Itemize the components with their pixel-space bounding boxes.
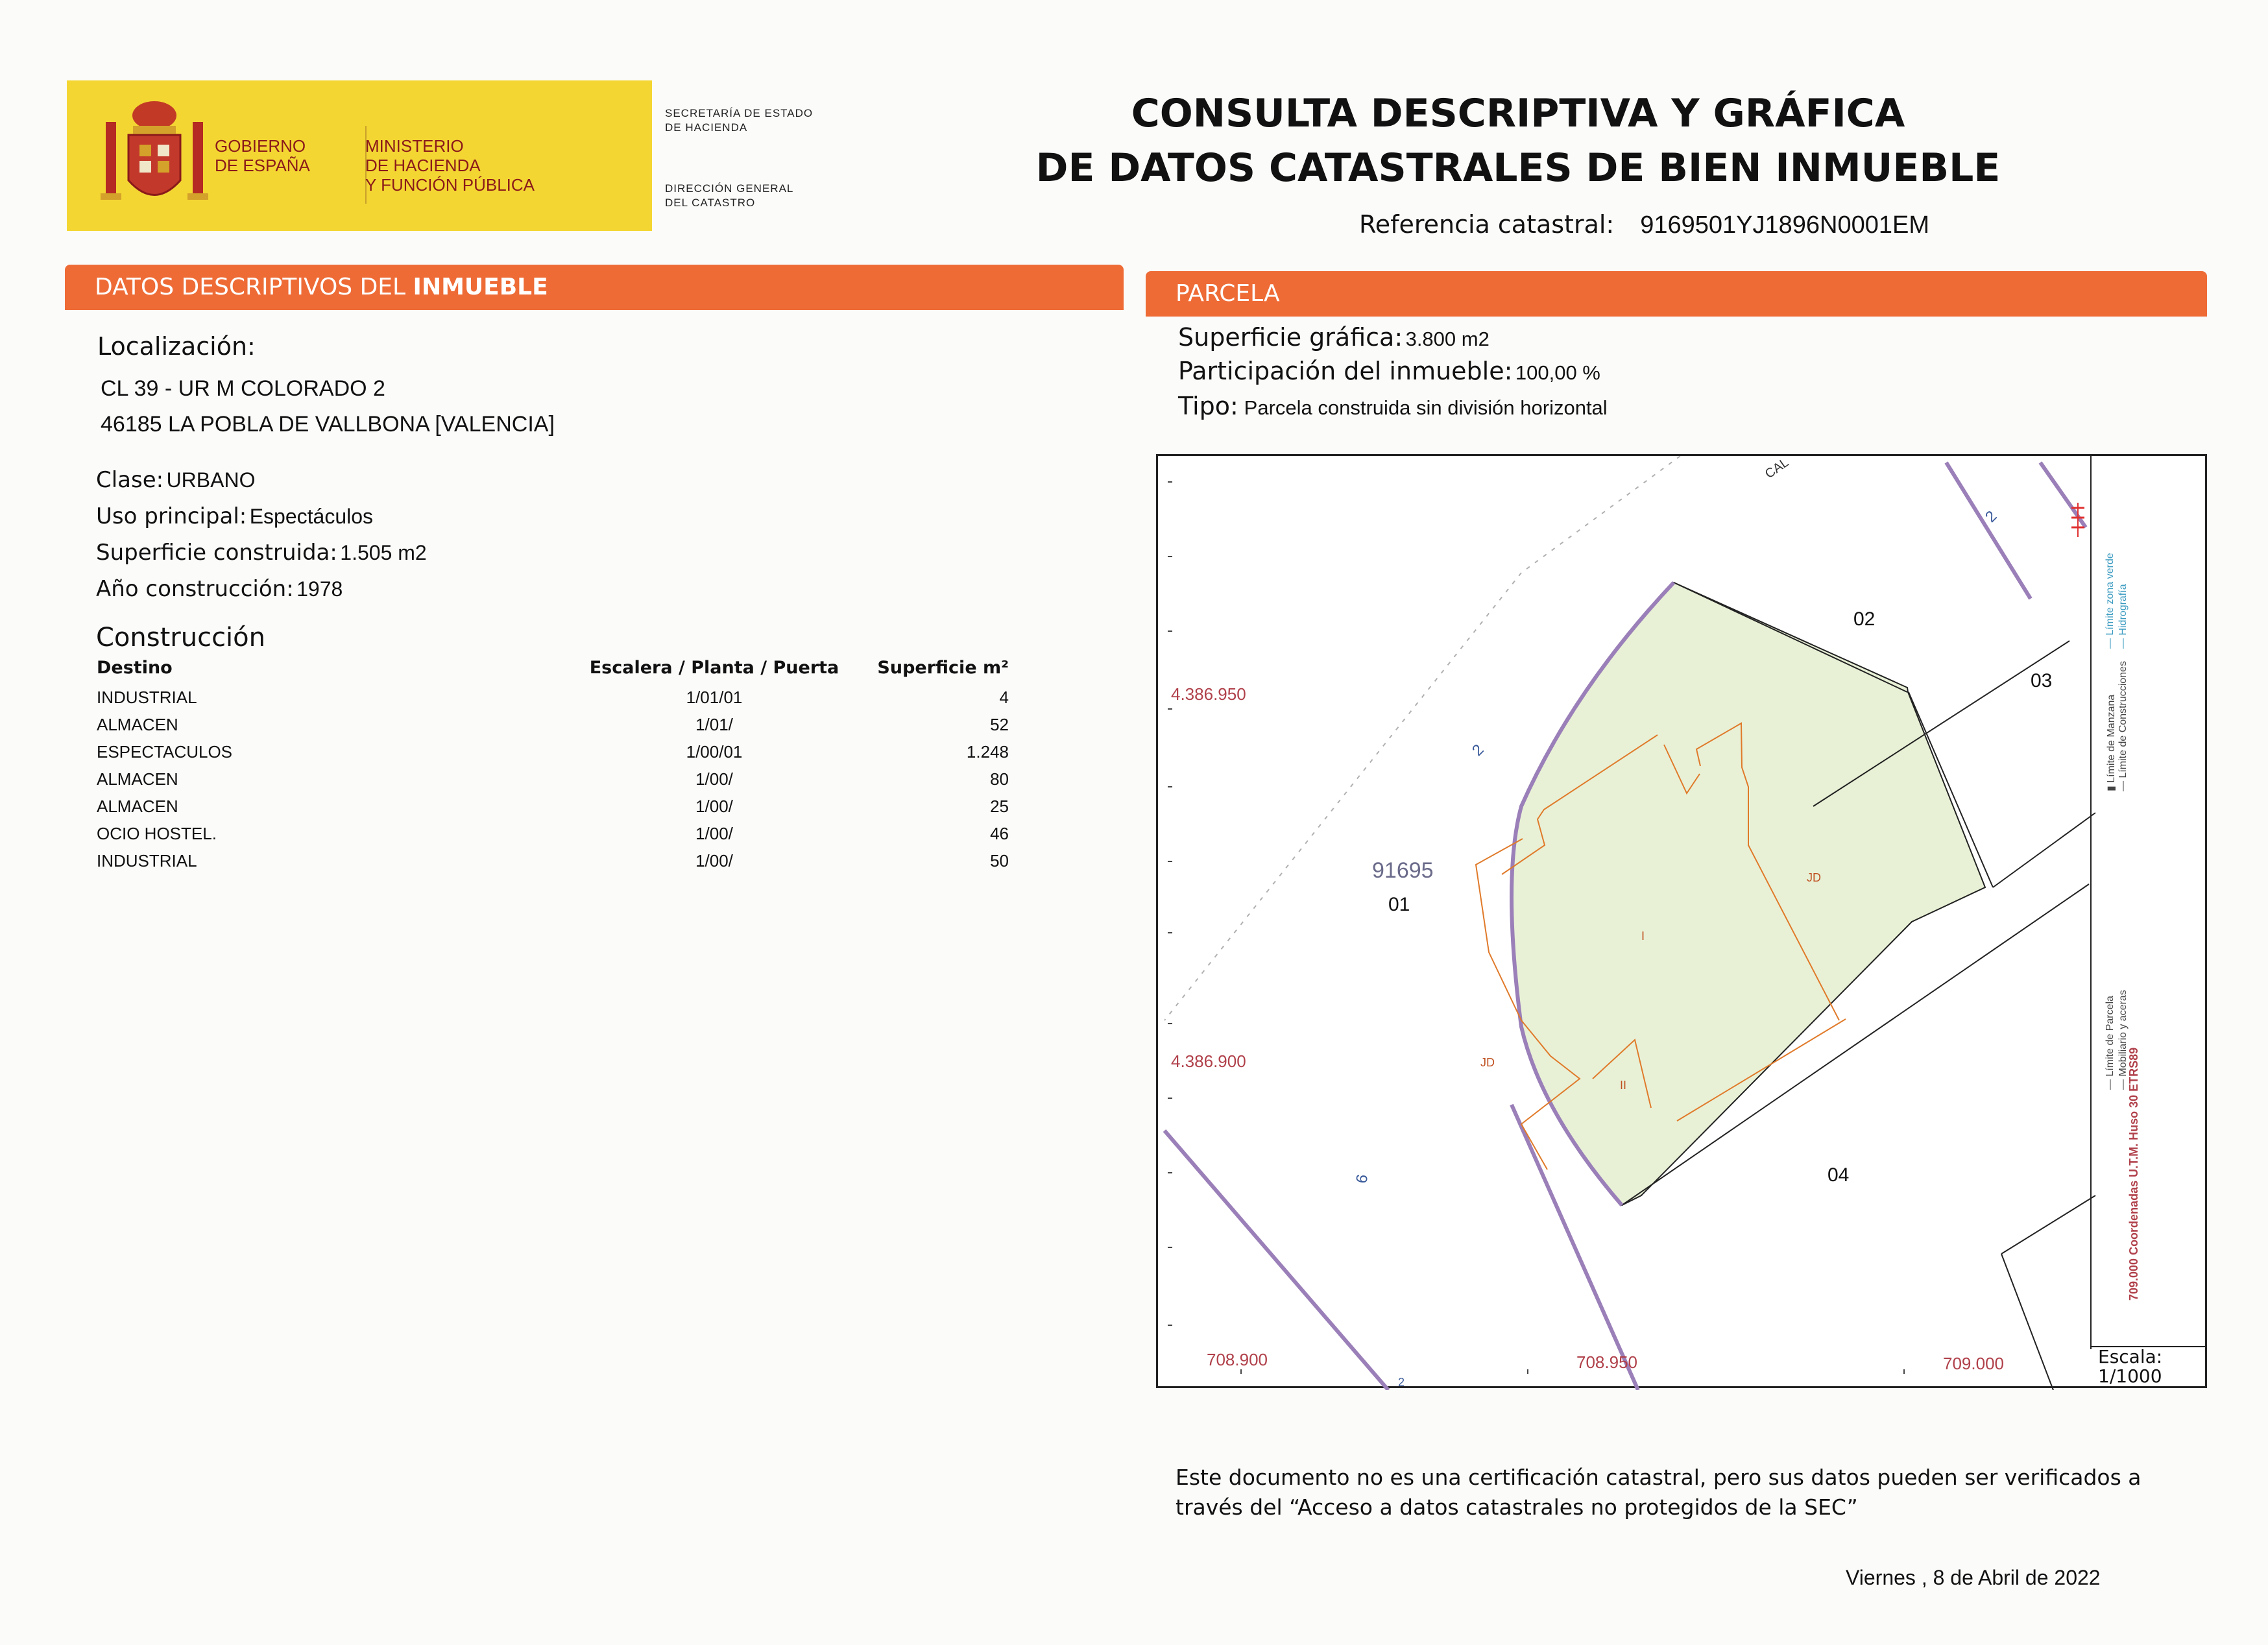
address-line-1: CL 39 - UR M COLORADO 2 <box>101 376 385 401</box>
class-row <box>96 467 255 493</box>
block-id: 91695 <box>1372 858 1434 883</box>
cadastral-reference-label: Referencia catastral: <box>1359 210 1615 239</box>
table-row <box>94 738 1054 765</box>
construction-table <box>94 656 1054 874</box>
ministry-line-1: MINISTERIO <box>365 136 464 156</box>
cell-destino: ALMACEN <box>97 769 178 789</box>
main-use-row <box>96 503 373 529</box>
parcel-01-area <box>1512 582 1985 1205</box>
document-title-line-1: CONSULTA DESCRIPTIVA Y GRÁFICA <box>1131 91 1905 136</box>
legend-line-construcciones: — Límite de Construcciones <box>2117 661 2129 791</box>
street-number: 2 <box>1469 741 1488 760</box>
cadastral-reference-value: 9169501YJ1896N0001EM <box>1640 211 1930 239</box>
street-name-top: CAL <box>1762 455 1792 482</box>
parcel-label-02: 02 <box>1853 608 1876 630</box>
class-value: URBANO <box>166 468 256 492</box>
secretaria-label <box>665 106 813 135</box>
legend-text: Límite de Construcciones <box>2117 661 2129 778</box>
coordinate-system-note: 709.000 Coordenadas U.T.M. Huso 30 ETRS89 <box>2127 1047 2140 1301</box>
inner-label-jd-left: JD <box>1480 1056 1495 1069</box>
coord-x-right: 709.000 <box>1943 1354 2004 1373</box>
class-label: Clase: <box>96 467 164 493</box>
cell-destino: ALMACEN <box>97 796 178 816</box>
graphic-area-row <box>1178 323 1490 352</box>
parcel-label-03: 03 <box>2031 670 2053 691</box>
built-area-row <box>96 540 427 566</box>
document-title-line-2: DE DATOS CATASTRALES DE BIEN INMUEBLE <box>1035 145 2001 191</box>
coord-x-mid: 708.950 <box>1576 1352 1637 1372</box>
scale-value: 1/1000 <box>2098 1365 2162 1387</box>
type-row <box>1178 392 1608 420</box>
table-row <box>94 793 1054 820</box>
legend-text: Límite de Manzana <box>2106 694 2117 783</box>
map-legend <box>2090 454 2208 1349</box>
cell-escalera: 1/01/ <box>695 714 733 734</box>
coord-y-top: 4.386.950 <box>1171 684 1246 704</box>
street-number: 2 <box>1982 507 2001 526</box>
col-superficie: Superficie m² <box>877 657 1009 678</box>
gov-line-2: DE ESPAÑA <box>215 156 310 175</box>
coord-x-left: 708.900 <box>1207 1350 1268 1369</box>
cell-superficie: 50 <box>990 850 1009 871</box>
legend-line-hidrografia: — Hidrografía <box>2117 584 2129 649</box>
location-label: Localización: <box>97 332 256 361</box>
col-destino: Destino <box>97 657 173 678</box>
construction-year-row <box>96 576 343 602</box>
built-area-value: 1.505 m2 <box>340 541 427 564</box>
legend-text: Límite zona verde <box>2105 553 2116 636</box>
inner-label-jd-right: JD <box>1807 871 1821 884</box>
section-bar-parcela: PARCELA <box>1146 271 2207 317</box>
participation-row <box>1178 357 1600 385</box>
street-number: 2 <box>1398 1376 1405 1389</box>
gov-line-1: GOBIERNO <box>215 136 306 156</box>
map-canvas <box>1158 456 2209 1390</box>
cell-superficie: 1.248 <box>966 741 1009 762</box>
legend-text: Hidrografía <box>2117 584 2129 636</box>
street-number: 9 <box>1351 1173 1371 1185</box>
section-bar-descriptive-bold: INMUEBLE <box>413 274 548 300</box>
cell-destino: INDUSTRIAL <box>97 850 197 871</box>
table-row <box>94 820 1054 847</box>
graphic-area-value: 3.800 m2 <box>1405 328 1490 350</box>
ministry-line-3: Y FUNCIÓN PÚBLICA <box>365 175 535 195</box>
main-use-value: Espectáculos <box>249 505 374 528</box>
government-name <box>215 136 310 175</box>
government-logo-block <box>67 80 652 231</box>
scale-box <box>2092 1346 2207 1388</box>
construction-year-label: Año construcción: <box>96 576 294 602</box>
table-row <box>94 711 1054 738</box>
table-header-row <box>94 656 1054 684</box>
cell-destino: ALMACEN <box>97 714 178 734</box>
direccion-label <box>665 182 793 210</box>
legend-line-zona-verde: — Límite zona verde <box>2105 553 2116 649</box>
cell-superficie: 4 <box>999 687 1009 707</box>
parcel-label-04: 04 <box>1828 1164 1850 1186</box>
built-area-label: Superficie construida: <box>96 540 337 566</box>
section-bar-descriptive-prefix: DATOS DESCRIPTIVOS DEL <box>95 274 413 300</box>
legend-line-manzana: ▮ Límite de Manzana <box>2106 694 2117 791</box>
cell-superficie: 25 <box>990 796 1009 816</box>
cell-escalera: 1/00/ <box>695 769 733 789</box>
participation-label: Participación del inmueble: <box>1178 357 1513 385</box>
parcel-label-01: 01 <box>1388 894 1410 915</box>
direccion-line-2: DEL CATASTRO <box>665 197 756 209</box>
cell-escalera: 1/00/ <box>695 850 733 871</box>
coord-y-bottom: 4.386.900 <box>1171 1051 1246 1071</box>
participation-value: 100,00 % <box>1515 361 1600 384</box>
secretaria-line-2: DE HACIENDA <box>665 121 748 134</box>
north-arrow-icon <box>2070 501 2086 540</box>
scale-label: Escala: <box>2098 1346 2163 1367</box>
cell-destino: INDUSTRIAL <box>97 687 197 707</box>
cell-superficie: 46 <box>990 823 1009 843</box>
ministry-line-2: DE HACIENDA <box>365 156 481 175</box>
construction-heading: Construcción <box>96 623 265 653</box>
cell-escalera: 1/01/01 <box>686 687 743 707</box>
coat-of-arms-icon <box>93 96 216 219</box>
document-date: Viernes , 8 de Abril de 2022 <box>1846 1566 2101 1589</box>
cadastral-map <box>1156 454 2207 1388</box>
type-value: Parcela construida sin división horizontal <box>1244 396 1608 419</box>
legend-text: Mobiliario y aceras <box>2117 990 2129 1077</box>
table-row <box>94 847 1054 874</box>
graphic-area-label: Superficie gráfica: <box>1178 323 1403 352</box>
section-bar-descriptive <box>65 265 1124 310</box>
inner-label-ii: II <box>1620 1079 1627 1092</box>
disclaimer-line-2: través del “Acceso a datos catastrales no protegidos de la SEC” <box>1176 1495 1858 1520</box>
cell-destino: OCIO HOSTEL. <box>97 823 217 843</box>
legend-line-parcela: — Límite de Parcela <box>2105 996 2116 1090</box>
main-use-label: Uso principal: <box>96 503 247 529</box>
address-line-2: 46185 LA POBLA DE VALLBONA [VALENCIA] <box>101 412 555 437</box>
cell-escalera: 1/00/ <box>695 823 733 843</box>
cell-destino: ESPECTACULOS <box>97 741 233 762</box>
direccion-line-1: DIRECCIÓN GENERAL <box>665 182 794 195</box>
cadastral-reference <box>1359 210 1929 239</box>
type-label: Tipo: <box>1178 392 1238 420</box>
cell-superficie: 52 <box>990 714 1009 734</box>
cell-escalera: 1/00/01 <box>686 741 743 762</box>
secretaria-line-1: SECRETARÍA DE ESTADO <box>665 107 814 119</box>
table-row <box>94 684 1054 711</box>
disclaimer-line-1: Este documento no es una certificación catastral, pero sus datos pueden ser verificados a <box>1176 1465 2141 1490</box>
cell-superficie: 80 <box>990 769 1009 789</box>
cell-escalera: 1/00/ <box>695 796 733 816</box>
ministry-name <box>365 136 535 195</box>
legend-line-mobiliario: — Mobiliario y aceras <box>2117 990 2129 1090</box>
inner-label-i: I <box>1641 930 1645 943</box>
construction-year-value: 1978 <box>296 577 343 601</box>
table-row <box>94 765 1054 793</box>
col-escalera: Escalera / Planta / Puerta <box>589 657 839 678</box>
legend-text: Límite de Parcela <box>2105 996 2116 1077</box>
